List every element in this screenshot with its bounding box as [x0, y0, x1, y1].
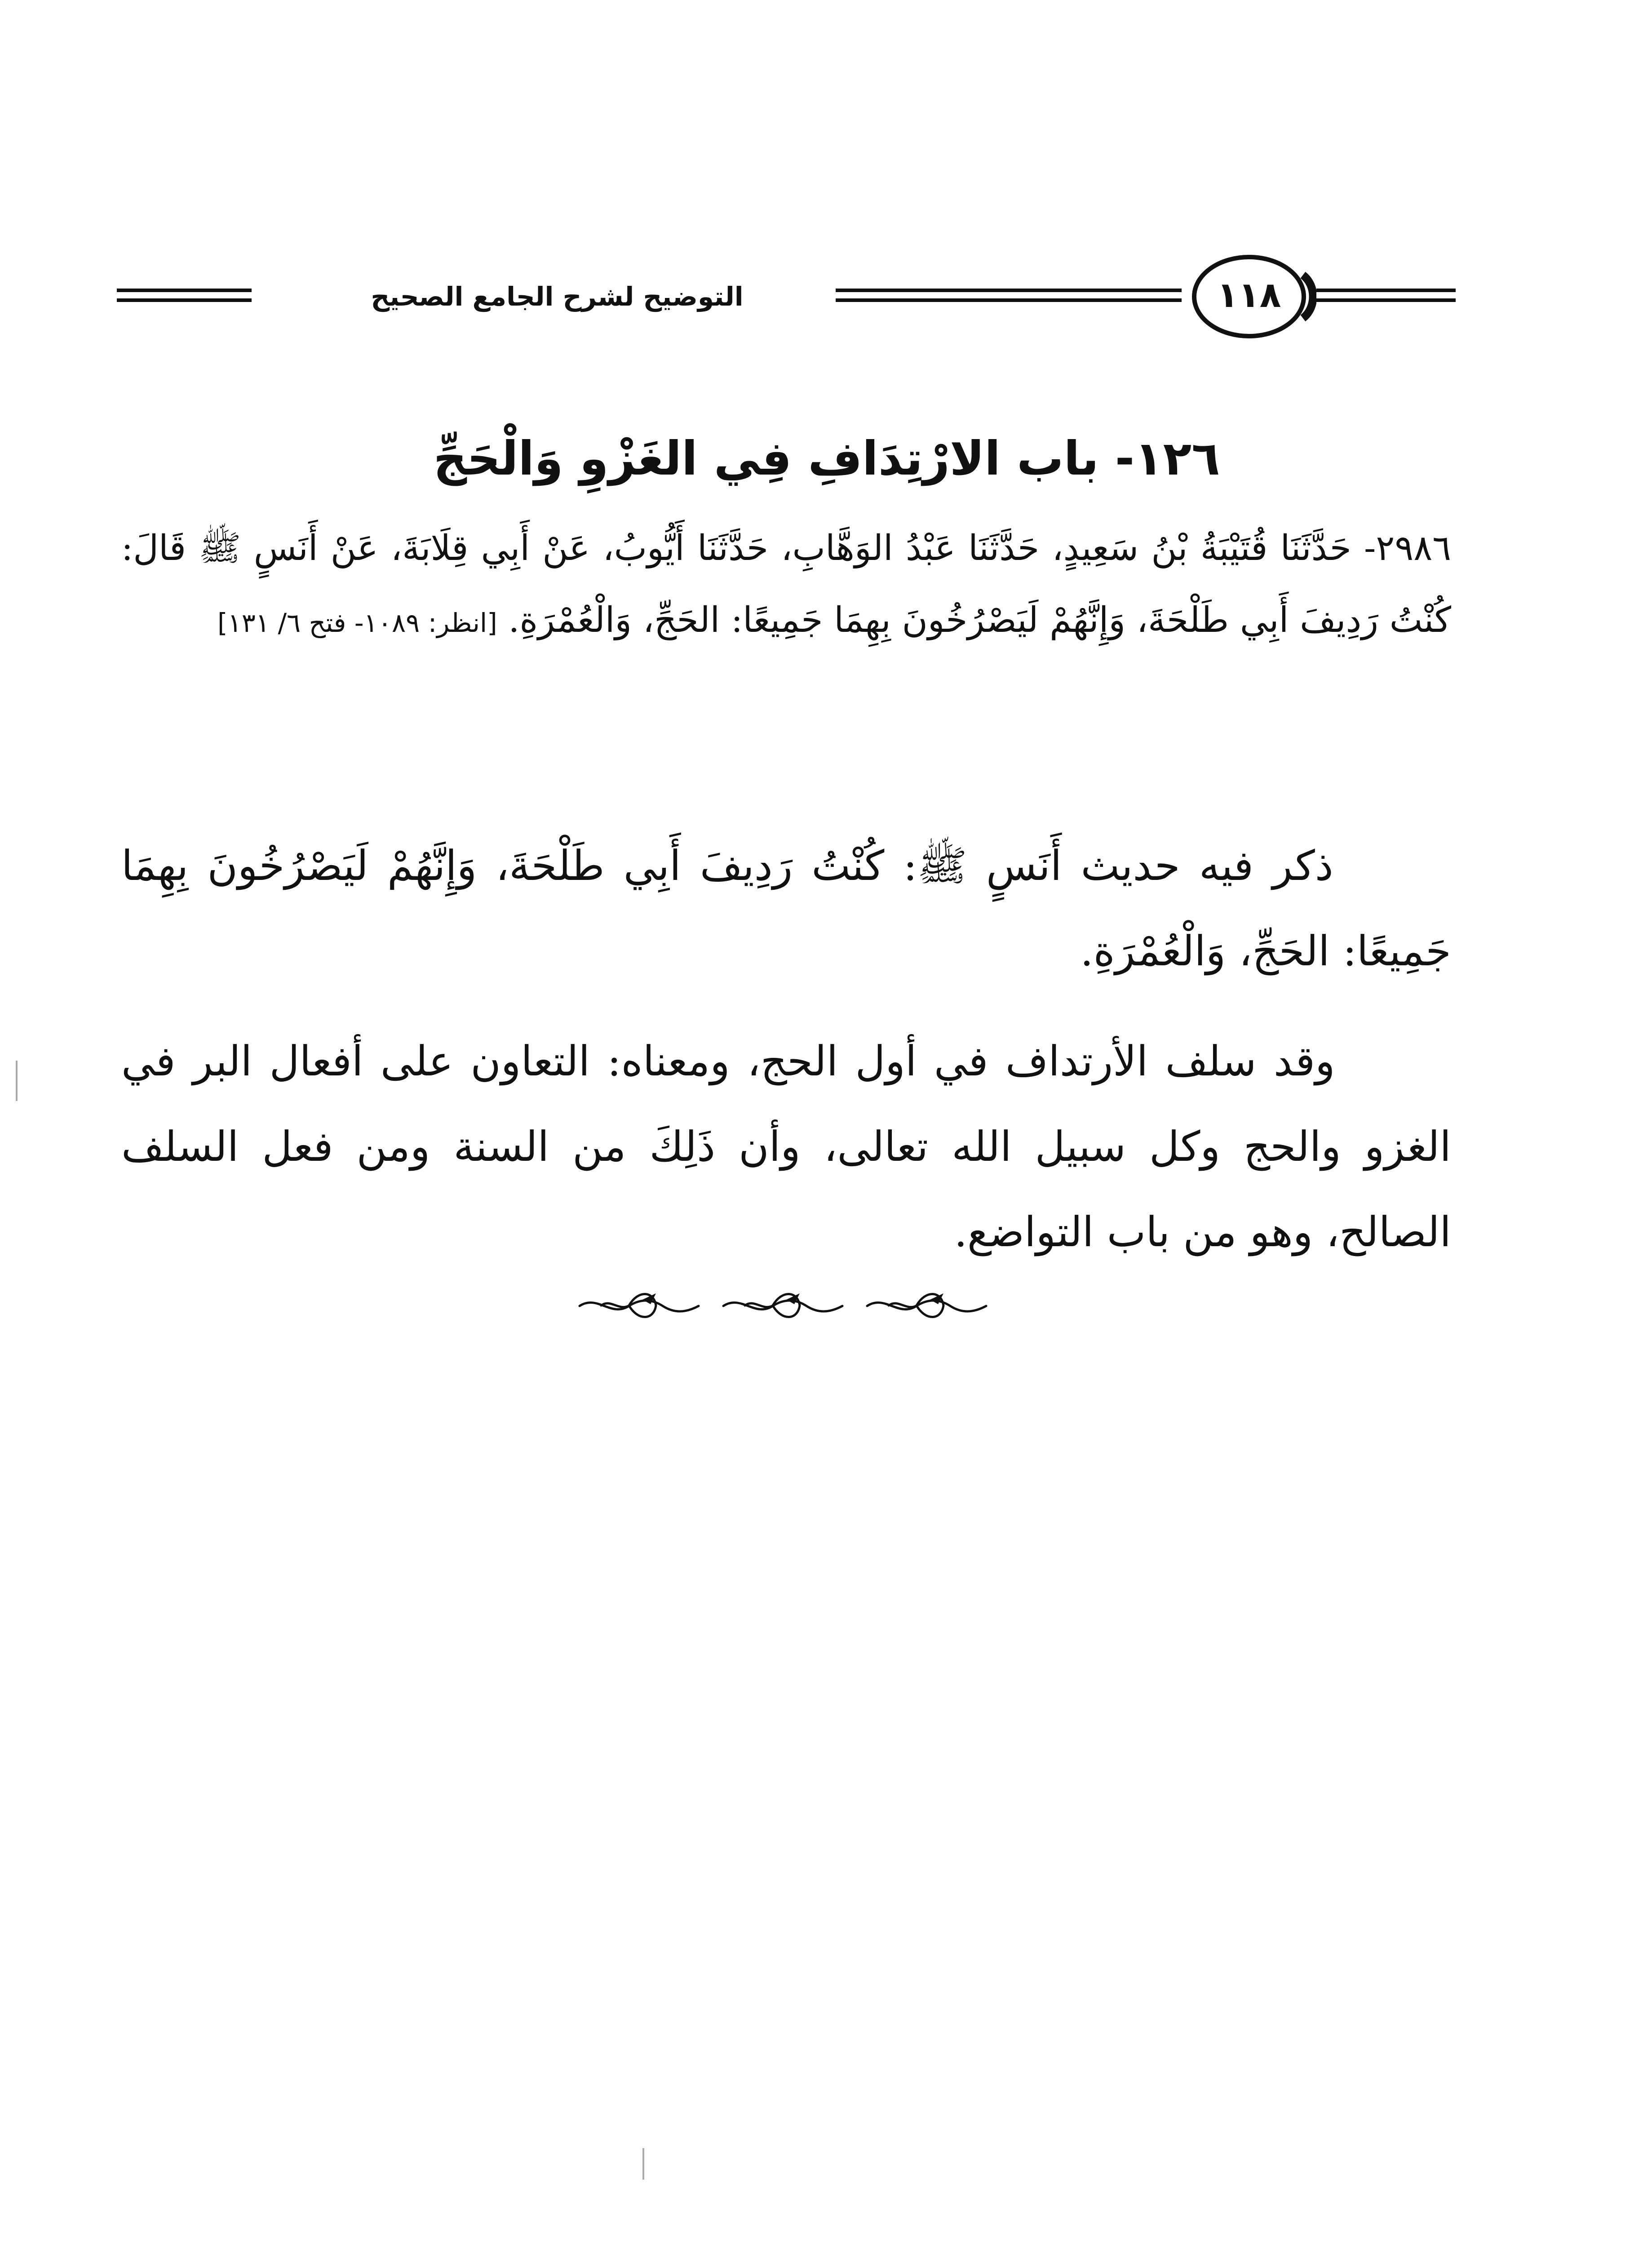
commentary-paragraph-1-text: ذكر فيه حديث أَنَسٍ ﷺ: كُنْتُ رَدِيفَ أَبِي طَلْحَةَ، وَإِنَّهُمْ لَيَصْرُخُونَ بِهِمَا جَمِيعًا: الحَجِّ، وَالْعُمْرَةِ. — [121, 842, 1451, 975]
hadith-block — [121, 512, 1451, 659]
hadith-reference: [انظر: ١٠٨٩- فتح ٦/ ١٣١] — [217, 608, 497, 638]
scan-mark-left — [16, 1061, 18, 1101]
running-header — [117, 234, 1456, 369]
commentary-paragraph-1 — [121, 823, 1451, 994]
header-rule-left — [117, 289, 252, 292]
commentary-paragraph-2 — [121, 1019, 1451, 1275]
chapter-heading: ١٢٦- باب الارْتِدَافِ فِي الغَزْوِ وَالْحَجِّ — [433, 431, 1220, 486]
book-title: التوضيح لشرح الجامع الصحيح — [371, 281, 744, 312]
page-number-badge — [1182, 243, 1316, 351]
header-rule-middle — [836, 289, 1182, 292]
decorative-divider-icon — [571, 1285, 1002, 1326]
header-rule-right — [1316, 289, 1456, 292]
commentary-paragraph-2-text: وقد سلف الأرتداف في أول الحج، ومعناه: التعاون على أفعال البر في الغزو والحج وكل سبيل الله تعالى، وأن ذَلِكَ من السنة ومن فعل السلف الصالح، وهو من باب التواضع. — [121, 1037, 1451, 1256]
scan-mark-center — [642, 2148, 644, 2180]
page-number: ١١٨ — [1217, 275, 1281, 315]
hadith-text: ٢٩٨٦- حَدَّثَنَا قُتَيْبَةُ بْنُ سَعِيدٍ، حَدَّثَنَا عَبْدُ الوَهَّابِ، حَدَّثَنَا أَيُّوبُ، عَنْ أَبِي قِلَابَةَ، عَنْ أَنَسٍ ﷺ قَالَ: كُنْتُ رَدِيفَ أَبِي طَلْحَةَ، وَإِنَّهُمْ لَيَصْرُخُونَ بِهِمَا جَمِيعًا: الحَجِّ، وَالْعُمْرَةِ. — [121, 528, 1451, 640]
